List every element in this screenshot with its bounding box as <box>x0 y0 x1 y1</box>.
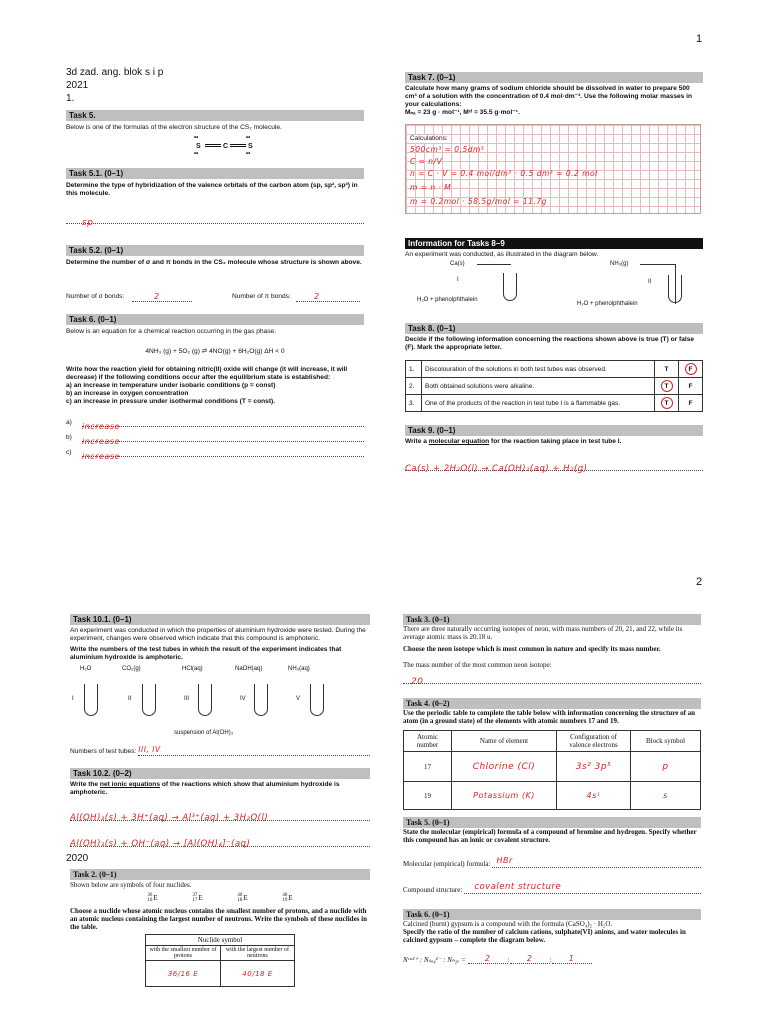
nuclide: 40 18 E <box>237 893 248 903</box>
task3 <box>403 614 701 687</box>
task-text: An experiment was conducted in which the properties of aluminium hydroxide were tested. During the experiment, changes were observed which indicate that this compound is amphoteric. <box>70 627 366 642</box>
task-question: Choose a nuclide whose atomic nucleus contains the smallest number of protons, and a nuclide with an atomic nucleus containing the largest number of neutrons. Write the symbols of these nuclides in the table. <box>70 907 367 931</box>
info-tasks-8-9 <box>405 238 703 319</box>
atomic-number: 17 <box>404 752 452 782</box>
answer-line <box>405 458 703 474</box>
tube2-liquid: H₂O + phenolphthalein <box>577 301 638 307</box>
statement: One of the products of the reaction in test tube I is a flammable gas. <box>422 395 655 412</box>
nuclide: 40 19 E <box>282 893 293 903</box>
sigma-answer-line <box>132 293 192 302</box>
calc-line: C = n/V <box>410 157 443 166</box>
atom-s-right: S <box>248 143 253 150</box>
handwritten-answer: sp <box>82 218 94 228</box>
formula-label: Molecular (empirical) formula: <box>403 860 491 868</box>
suspension-label: suspension of Al(OH)₃ <box>174 730 234 736</box>
handwritten-answer: Al(OH)₃(s) + 3H⁺(aq) → Al³⁺(aq) + 3H₂O(l) <box>70 813 269 823</box>
table-header-row <box>404 731 701 752</box>
tube1-number: I <box>457 277 459 283</box>
task-header: Task 5. (0–1) <box>403 817 701 828</box>
ratio-blank[interactable]: 2 <box>468 954 508 964</box>
answer-line <box>66 212 364 228</box>
col-header: with the smallest number of protons <box>146 946 221 961</box>
task-question: Write a molecular equation for the reaction taking place in test tube I. <box>405 438 622 445</box>
page-number: 2 <box>696 576 703 588</box>
task-header: Task 2. (0–1) <box>70 869 370 880</box>
answer-line <box>464 882 701 894</box>
task-question: State the molecular (empirical) formula of a compound of bromine and hydrogen. Specify whether this compound has an ionic or covalent structure. <box>403 828 697 844</box>
answers <box>66 412 364 461</box>
tube2-reagent: NH₃(g) <box>610 261 629 267</box>
molar-masses: Mₙₐ = 23 g · mol⁻¹, Mᶜˡ = 35.5 g·mol⁻¹. <box>405 109 520 116</box>
info-text: An experiment was conducted, as illustrated in the diagram below. <box>405 251 599 258</box>
nuclide: 37 17 E <box>192 893 203 903</box>
handwritten-answer: Al(OH)₃(s) + OH⁻(aq) → [Al(OH)₄]⁻(aq) <box>70 839 251 849</box>
task-header: Task 10.1. (0–1) <box>70 614 370 625</box>
reagent: CO₂(g) <box>122 666 141 672</box>
condition-b: b) an increase in oxygen concentration <box>66 390 189 397</box>
option-false[interactable]: F <box>679 378 703 395</box>
reagent: HCl(aq) <box>182 666 203 672</box>
double-bond <box>230 144 246 147</box>
block-symbol[interactable]: s <box>631 782 701 810</box>
answer-line <box>70 833 370 847</box>
intro-block <box>66 66 163 105</box>
handwritten-answer: increase <box>82 422 120 431</box>
calculation-grid <box>405 124 701 214</box>
reagent: NaOH(aq) <box>235 666 263 672</box>
year-label: 2020 <box>66 853 89 864</box>
condition-c: c) an increase in pressure under isothermal conditions (T = const). <box>66 398 276 405</box>
calc-line: n = C · V = 0.4 mol/dm³ · 0.5 dm³ = 0.2 mol <box>410 169 598 178</box>
ratio-blank[interactable]: 1 <box>552 954 592 964</box>
statement: Discolouration of the solutions in both test tubes was observed. <box>422 361 655 378</box>
task6 <box>66 314 364 461</box>
test-tube <box>198 684 212 716</box>
nuclide-table <box>145 934 295 987</box>
info-header: Information for Tasks 8–9 <box>405 238 703 249</box>
col-header: Block symbol <box>631 731 701 752</box>
reagent: H₂O <box>80 666 92 672</box>
col-header: Configuration of valence electrons <box>557 731 631 752</box>
row-number: 3. <box>406 395 422 412</box>
pi-answer-line <box>296 293 360 302</box>
intro-number: 1. <box>66 93 75 104</box>
task-question: Determine the number of σ and π bonds in the CS₂ molecule whose structure is shown above. <box>66 259 362 266</box>
pi-answer: 2 <box>314 292 320 301</box>
test-tube <box>142 684 156 716</box>
task-header: Task 10.2. (0–2) <box>70 768 370 779</box>
element-name[interactable]: Potassium (K) <box>452 782 557 810</box>
task-header: Task 7. (0–1) <box>405 72 703 83</box>
task-question: Determine the type of hybridization of the valence orbitals of the carbon atom (sp, sp², sp³) in this molecule. <box>66 182 358 197</box>
task10-1 <box>70 614 370 756</box>
answer-line <box>70 807 370 821</box>
handwritten-answer: III, IV <box>138 745 161 754</box>
task10-2 <box>70 768 370 847</box>
handwritten-answer: covalent structure <box>474 882 562 892</box>
valence-config[interactable]: 4s¹ <box>557 782 631 810</box>
tube2-number: II <box>648 279 652 285</box>
task-question: Write the numbers of the test tubes in which the result of the experiment indicates that aluminium hydroxide is amphoteric. <box>70 646 342 661</box>
option-true[interactable]: T <box>655 395 679 412</box>
answer-line <box>492 856 701 868</box>
task2 <box>70 869 370 987</box>
answer-label: The mass number of the most common neon isotope: <box>403 661 552 669</box>
tubes-diagram <box>70 664 370 742</box>
intro-line: 3d zad. ang. blok s i p <box>66 67 164 78</box>
calc-label: Calculations: <box>410 135 448 142</box>
option-false[interactable]: F <box>679 395 703 412</box>
task-header: Task 3. (0–1) <box>403 614 701 625</box>
ratio-row: Nᶜᵃ²⁺ : Nₛₒ₄²⁻ : Nₕ₂ₒ = 2 : 2 : 1 <box>403 954 701 964</box>
task-question: Decide if the following information concerning the reactions shown above is true (T) or false (F). Mark the appropriate letter. <box>405 336 695 351</box>
sigma-answer: 2 <box>154 292 160 301</box>
row-number: 1. <box>406 361 422 378</box>
col-header: Name of element <box>452 731 557 752</box>
table-title: Nuclide symbol <box>146 935 295 946</box>
task-text: Shown below are symbols of four nuclides. <box>70 881 192 889</box>
calc-line: m = n · M <box>410 183 452 192</box>
task5-2020 <box>403 817 701 894</box>
task-header: Task 9. (0–1) <box>405 425 703 436</box>
option-false[interactable]: F <box>679 361 703 378</box>
option-true[interactable]: T <box>655 361 679 378</box>
formula-row <box>403 856 701 868</box>
double-bond <box>205 144 221 147</box>
block-symbol[interactable]: p <box>631 752 701 782</box>
answer-letter: c) <box>66 449 72 456</box>
handwritten-answer: HBr <box>496 856 513 865</box>
task5-1 <box>66 168 364 228</box>
answer-line <box>403 671 701 687</box>
option-true[interactable]: T <box>655 378 679 395</box>
answer-row <box>66 412 364 431</box>
answer-label: Numbers of test tubes: <box>70 748 137 755</box>
task-header: Task 4. (0–2) <box>403 698 701 709</box>
task-question: Specify the ratio of the number of calcium cations, sulphate(VI) anions, and water molecules in calcined gypsum – complete the diagram below. <box>403 928 686 944</box>
table-row <box>406 378 703 395</box>
task-header: Task 5.1. (0–1) <box>66 168 364 179</box>
task6-2020 <box>403 909 701 964</box>
tube-number: V <box>296 696 301 702</box>
task-question: Choose the neon isotope which is most common in nature and specify its mass number. <box>403 645 661 653</box>
elements-table <box>403 730 701 810</box>
task-text: Calcined (burnt) gypsum is a compound with the formula (CaSO₄)₂ · H₂O. <box>403 920 613 928</box>
cs2-formula: S •• •• C S •• •• <box>194 135 253 157</box>
tube1-reagent: Ca(s) <box>450 261 465 267</box>
answer-row <box>70 746 370 756</box>
handwritten-answer: Ca(s) + 2H₂O(l) → Ca(OH)₂(aq) + H₂(g) <box>405 464 588 474</box>
task-text: Below is an equation for a chemical reaction occurring in the gas phase. <box>66 328 277 335</box>
answer-letter: a) <box>66 419 72 426</box>
sigma-label: Number of σ bonds: <box>66 293 125 300</box>
task-question: Use the periodic table to complete the table below with information concerning the structure of an atom (in a ground state) of the elements with atomic numbers 17 and 19. <box>403 709 696 725</box>
atom-s-left: S <box>196 143 201 150</box>
task-header: Task 6. (0–1) <box>66 314 364 325</box>
table-row <box>404 782 701 810</box>
col-header: Atomic number <box>404 731 452 752</box>
table-row <box>406 361 703 378</box>
col-header: with the largest number of neutrons <box>220 946 294 961</box>
task5-2 <box>66 245 364 303</box>
answer-letter: b) <box>66 434 72 441</box>
answer-line <box>82 431 364 446</box>
tube-number: III <box>184 696 190 702</box>
valence-config[interactable]: 3s² 3p⁵ <box>557 752 631 782</box>
test-tube-1 <box>503 273 517 301</box>
task-header: Task 5. <box>66 110 364 121</box>
task-question: Write the net ionic equations of the reactions which show that aluminium hydroxide is amphoteric. <box>70 781 340 796</box>
atomic-number: 19 <box>404 782 452 810</box>
reagent: NH₃(aq) <box>288 666 310 672</box>
ratio-label: Nᶜᵃ²⁺ : Nₛₒ₄²⁻ : Nₕ₂ₒ = <box>403 956 466 964</box>
answer-cell[interactable]: 36/16 E <box>146 961 221 987</box>
tube1-liquid: H₂O + phenolphthalein <box>417 297 478 303</box>
task-text: There are three naturally occurring isotopes of neon, with mass numbers of 20, 21, and 22, while its average atomic mass is 20.18 u. <box>403 625 683 641</box>
reaction-equation: 4NH₃ (g) + 5O₂ (g) ⇄ 4NO(g) + 6H₂O(g) ΔH < 0 <box>145 348 285 355</box>
handwritten-answer: increase <box>82 452 120 461</box>
task4 <box>403 698 701 810</box>
condition-a: a) an increase in temperature under isobaric conditions (p = const) <box>66 382 276 389</box>
task7 <box>405 72 703 214</box>
intro-year: 2021 <box>66 80 89 91</box>
pi-label: Number of π bonds: <box>232 293 291 300</box>
nuclide: 36 16 E <box>147 893 158 903</box>
answer-cell[interactable]: 40/18 E <box>220 961 294 987</box>
handwritten-answer: increase <box>82 437 120 446</box>
tube-number: IV <box>240 696 246 702</box>
statement: Both obtained solutions were alkaline. <box>422 378 655 395</box>
task-header: Task 6. (0–1) <box>403 909 701 920</box>
calc-line: 500cm³ = 0,5dm³ <box>410 145 485 154</box>
element-name[interactable]: Chlorine (Cl) <box>452 752 557 782</box>
task-question: Write how the reaction yield for obtaining nitric(II) oxide will change (it will increase, it will decrease) if the following conditions occur after the equilibrium state is established: <box>66 366 348 381</box>
task5 <box>66 110 364 159</box>
row-number: 2. <box>406 378 422 395</box>
ratio-blank[interactable]: 2 <box>510 954 550 964</box>
true-false-table <box>405 360 703 412</box>
nuclides-row <box>70 889 370 907</box>
tube-number: II <box>128 696 132 702</box>
structure-row <box>403 882 701 894</box>
task9 <box>405 425 703 474</box>
experiment-diagram <box>405 259 703 319</box>
test-tube <box>254 684 268 716</box>
table-row <box>406 395 703 412</box>
test-tube <box>84 684 98 716</box>
answer-line <box>82 416 364 431</box>
task-header: Task 5.2. (0–1) <box>66 245 364 256</box>
page-number: 1 <box>696 33 703 45</box>
bonds-answers <box>66 293 364 303</box>
test-tube <box>310 684 324 716</box>
task-header: Task 8. (0–1) <box>405 323 703 334</box>
answer-line <box>138 746 370 756</box>
atom-c: C <box>223 143 229 150</box>
task-question: Calculate how many grams of sodium chloride should be dissolved in water to prepare 500 cm³ of a solution with the concentration of 0.4 mol·dm⁻³. Use the following molar masses in your calculations: <box>405 85 693 108</box>
task8 <box>405 323 703 412</box>
table-row <box>404 752 701 782</box>
handwritten-answer: 20 <box>411 677 424 687</box>
calc-line: m = 0.2mol · 58.5g/mol = 11.7g <box>410 197 547 206</box>
tube-number: I <box>72 696 74 702</box>
task-text: Below is one of the formulas of the electron structure of the CS₂ molecule. <box>66 124 282 131</box>
test-tube-2 <box>668 275 682 303</box>
structure-label: Compound structure: <box>403 886 463 894</box>
answer-line <box>82 446 364 461</box>
